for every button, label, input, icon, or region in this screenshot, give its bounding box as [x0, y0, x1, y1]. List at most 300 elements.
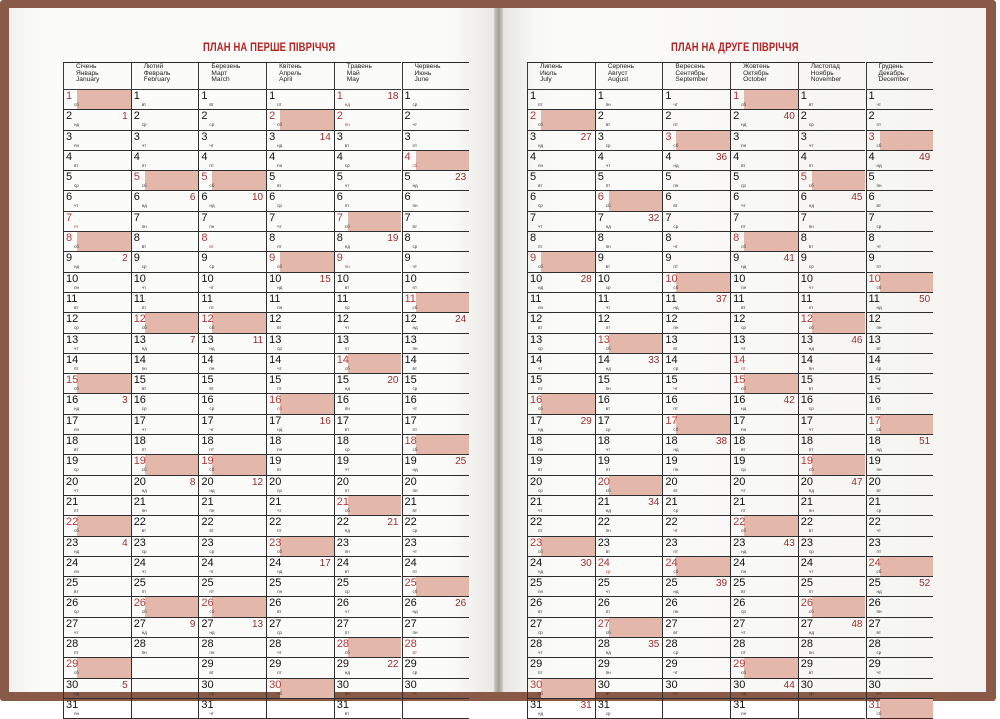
day-cell[interactable] — [402, 455, 470, 475]
day-cell[interactable] — [334, 232, 402, 252]
day-cell[interactable] — [662, 374, 730, 394]
day-cell[interactable] — [402, 537, 470, 557]
day-cell[interactable] — [266, 476, 334, 496]
day-cell[interactable] — [866, 699, 934, 719]
day-cell[interactable] — [266, 557, 334, 577]
day-cell[interactable] — [866, 212, 934, 232]
day-cell[interactable] — [527, 455, 595, 475]
day-cell[interactable] — [527, 537, 595, 557]
day-cell[interactable] — [63, 577, 131, 597]
day-cell[interactable] — [527, 618, 595, 638]
day-cell[interactable] — [662, 597, 730, 617]
day-cell[interactable] — [334, 394, 402, 414]
day-cell[interactable] — [198, 435, 266, 455]
day-cell[interactable] — [198, 577, 266, 597]
day-cell[interactable] — [198, 537, 266, 557]
day-cell[interactable] — [334, 476, 402, 496]
day-cell[interactable] — [595, 131, 663, 151]
day-cell[interactable] — [266, 191, 334, 211]
day-cell[interactable] — [595, 496, 663, 516]
day-cell[interactable] — [63, 638, 131, 658]
day-cell[interactable] — [866, 435, 934, 455]
day-cell[interactable] — [198, 252, 266, 272]
day-cell[interactable] — [131, 577, 199, 597]
day-cell[interactable] — [402, 334, 470, 354]
day-cell[interactable] — [798, 577, 866, 597]
day-cell[interactable] — [730, 679, 798, 699]
day-cell[interactable] — [730, 354, 798, 374]
day-cell[interactable] — [334, 455, 402, 475]
day-cell[interactable] — [266, 415, 334, 435]
day-cell[interactable] — [63, 597, 131, 617]
day-cell[interactable] — [266, 232, 334, 252]
day-cell[interactable] — [595, 313, 663, 333]
day-cell[interactable] — [131, 232, 199, 252]
day-cell[interactable] — [662, 151, 730, 171]
day-cell[interactable] — [595, 151, 663, 171]
day-cell[interactable] — [866, 679, 934, 699]
day-cell[interactable] — [595, 191, 663, 211]
day-cell[interactable] — [866, 232, 934, 252]
day-cell[interactable] — [131, 435, 199, 455]
day-cell[interactable] — [63, 334, 131, 354]
day-cell[interactable] — [63, 455, 131, 475]
day-cell[interactable] — [527, 354, 595, 374]
day-cell[interactable] — [798, 354, 866, 374]
day-cell[interactable] — [527, 334, 595, 354]
day-cell[interactable] — [198, 171, 266, 191]
day-cell[interactable] — [866, 354, 934, 374]
day-cell[interactable] — [866, 334, 934, 354]
day-cell[interactable] — [402, 516, 470, 536]
day-cell[interactable] — [63, 415, 131, 435]
day-cell[interactable] — [798, 212, 866, 232]
day-cell[interactable] — [527, 415, 595, 435]
day-cell[interactable] — [730, 212, 798, 232]
day-cell[interactable] — [334, 537, 402, 557]
day-cell[interactable] — [266, 679, 334, 699]
day-cell[interactable] — [402, 699, 470, 719]
day-cell[interactable] — [798, 131, 866, 151]
day-cell[interactable] — [131, 374, 199, 394]
day-cell[interactable] — [866, 455, 934, 475]
day-cell[interactable] — [402, 394, 470, 414]
day-cell[interactable] — [198, 191, 266, 211]
day-cell[interactable] — [527, 232, 595, 252]
day-cell[interactable] — [662, 334, 730, 354]
day-cell[interactable] — [730, 537, 798, 557]
day-cell[interactable] — [798, 374, 866, 394]
day-cell[interactable] — [527, 313, 595, 333]
day-cell[interactable] — [527, 597, 595, 617]
day-cell[interactable] — [198, 679, 266, 699]
day-cell[interactable] — [595, 415, 663, 435]
day-cell[interactable] — [595, 476, 663, 496]
day-cell[interactable] — [266, 313, 334, 333]
day-cell[interactable] — [334, 110, 402, 130]
day-cell[interactable] — [527, 435, 595, 455]
day-cell[interactable] — [266, 537, 334, 557]
day-cell[interactable] — [63, 699, 131, 719]
day-cell[interactable] — [63, 537, 131, 557]
day-cell[interactable] — [730, 455, 798, 475]
day-cell[interactable] — [334, 313, 402, 333]
day-cell[interactable] — [63, 110, 131, 130]
day-cell[interactable] — [527, 496, 595, 516]
day-cell[interactable] — [266, 212, 334, 232]
day-cell[interactable] — [730, 394, 798, 414]
day-cell[interactable] — [798, 415, 866, 435]
day-cell[interactable] — [131, 334, 199, 354]
day-cell[interactable] — [662, 293, 730, 313]
day-cell[interactable] — [131, 638, 199, 658]
day-cell[interactable] — [266, 699, 334, 719]
day-cell[interactable] — [334, 191, 402, 211]
day-cell[interactable] — [662, 658, 730, 678]
day-cell[interactable] — [730, 232, 798, 252]
day-cell[interactable] — [798, 191, 866, 211]
day-cell[interactable] — [595, 374, 663, 394]
day-cell[interactable] — [662, 679, 730, 699]
day-cell[interactable] — [527, 394, 595, 414]
day-cell[interactable] — [402, 638, 470, 658]
day-cell[interactable] — [595, 638, 663, 658]
day-cell[interactable] — [866, 618, 934, 638]
day-cell[interactable] — [527, 679, 595, 699]
day-cell[interactable] — [527, 110, 595, 130]
day-cell[interactable] — [527, 252, 595, 272]
day-cell[interactable] — [730, 110, 798, 130]
day-cell[interactable] — [662, 537, 730, 557]
day-cell[interactable] — [131, 191, 199, 211]
day-cell[interactable] — [266, 455, 334, 475]
day-cell[interactable] — [866, 110, 934, 130]
day-cell[interactable] — [402, 110, 470, 130]
day-cell[interactable] — [334, 516, 402, 536]
day-cell[interactable] — [334, 679, 402, 699]
day-cell[interactable] — [198, 131, 266, 151]
day-cell[interactable] — [198, 293, 266, 313]
day-cell[interactable] — [334, 557, 402, 577]
day-cell[interactable] — [266, 516, 334, 536]
day-cell[interactable] — [334, 658, 402, 678]
day-cell[interactable] — [595, 171, 663, 191]
day-cell[interactable] — [527, 516, 595, 536]
day-cell[interactable] — [266, 354, 334, 374]
day-cell[interactable] — [662, 577, 730, 597]
day-cell[interactable] — [266, 618, 334, 638]
day-cell[interactable] — [662, 232, 730, 252]
day-cell[interactable] — [334, 293, 402, 313]
day-cell[interactable] — [402, 273, 470, 293]
day-cell[interactable] — [595, 577, 663, 597]
day-cell[interactable] — [730, 557, 798, 577]
day-cell[interactable] — [595, 435, 663, 455]
day-cell[interactable] — [595, 557, 663, 577]
day-cell[interactable] — [63, 679, 131, 699]
day-cell[interactable] — [595, 252, 663, 272]
day-cell[interactable] — [595, 516, 663, 536]
day-cell[interactable] — [866, 171, 934, 191]
day-cell[interactable] — [334, 212, 402, 232]
day-cell[interactable] — [266, 151, 334, 171]
day-cell[interactable] — [334, 334, 402, 354]
day-cell[interactable] — [730, 313, 798, 333]
day-cell[interactable] — [131, 394, 199, 414]
day-cell[interactable] — [334, 618, 402, 638]
day-cell[interactable] — [131, 131, 199, 151]
day-cell[interactable] — [266, 394, 334, 414]
day-cell[interactable] — [730, 334, 798, 354]
day-cell[interactable] — [131, 171, 199, 191]
day-cell[interactable] — [334, 252, 402, 272]
day-cell[interactable] — [798, 90, 866, 110]
day-cell[interactable] — [131, 597, 199, 617]
day-cell[interactable] — [266, 131, 334, 151]
day-cell[interactable] — [198, 354, 266, 374]
day-cell[interactable] — [334, 151, 402, 171]
day-cell[interactable] — [595, 699, 663, 719]
day-cell[interactable] — [730, 131, 798, 151]
day-cell[interactable] — [866, 90, 934, 110]
day-cell[interactable] — [266, 435, 334, 455]
day-cell[interactable] — [131, 496, 199, 516]
day-cell[interactable] — [798, 252, 866, 272]
day-cell[interactable] — [662, 191, 730, 211]
day-cell[interactable] — [402, 131, 470, 151]
day-cell[interactable] — [798, 455, 866, 475]
day-cell[interactable] — [662, 435, 730, 455]
day-cell[interactable] — [662, 638, 730, 658]
day-cell[interactable] — [866, 557, 934, 577]
day-cell[interactable] — [334, 131, 402, 151]
day-cell[interactable] — [798, 496, 866, 516]
day-cell[interactable] — [866, 394, 934, 414]
day-cell[interactable] — [595, 110, 663, 130]
day-cell[interactable] — [63, 435, 131, 455]
day-cell[interactable] — [198, 110, 266, 130]
day-cell[interactable] — [730, 638, 798, 658]
day-cell[interactable] — [662, 212, 730, 232]
day-cell[interactable] — [527, 557, 595, 577]
day-cell[interactable] — [266, 638, 334, 658]
day-cell[interactable] — [662, 90, 730, 110]
day-cell[interactable] — [266, 334, 334, 354]
day-cell[interactable] — [266, 293, 334, 313]
day-cell[interactable] — [198, 699, 266, 719]
day-cell[interactable] — [334, 374, 402, 394]
day-cell[interactable] — [131, 618, 199, 638]
day-cell[interactable] — [798, 537, 866, 557]
day-cell[interactable] — [63, 394, 131, 414]
day-cell[interactable] — [266, 273, 334, 293]
day-cell[interactable] — [866, 273, 934, 293]
day-cell[interactable] — [402, 252, 470, 272]
day-cell[interactable] — [595, 537, 663, 557]
day-cell[interactable] — [198, 212, 266, 232]
day-cell[interactable] — [63, 252, 131, 272]
day-cell[interactable] — [63, 354, 131, 374]
day-cell[interactable] — [266, 374, 334, 394]
day-cell[interactable] — [595, 232, 663, 252]
day-cell[interactable] — [131, 415, 199, 435]
day-cell[interactable] — [798, 679, 866, 699]
day-cell[interactable] — [334, 597, 402, 617]
day-cell[interactable] — [63, 293, 131, 313]
day-cell[interactable] — [866, 638, 934, 658]
day-cell[interactable] — [266, 496, 334, 516]
day-cell[interactable] — [198, 151, 266, 171]
day-cell[interactable] — [730, 658, 798, 678]
day-cell[interactable] — [402, 577, 470, 597]
day-cell[interactable] — [131, 151, 199, 171]
day-cell[interactable] — [131, 476, 199, 496]
day-cell[interactable] — [866, 313, 934, 333]
day-cell[interactable] — [198, 638, 266, 658]
day-cell[interactable] — [730, 273, 798, 293]
day-cell[interactable] — [402, 658, 470, 678]
day-cell[interactable] — [595, 273, 663, 293]
day-cell[interactable] — [798, 557, 866, 577]
day-cell[interactable] — [662, 313, 730, 333]
day-cell[interactable] — [131, 212, 199, 232]
day-cell[interactable] — [63, 191, 131, 211]
day-cell[interactable] — [595, 658, 663, 678]
day-cell[interactable] — [798, 313, 866, 333]
day-cell[interactable] — [662, 496, 730, 516]
day-cell[interactable] — [334, 577, 402, 597]
day-cell[interactable] — [402, 496, 470, 516]
day-cell[interactable] — [402, 232, 470, 252]
day-cell[interactable] — [866, 476, 934, 496]
day-cell[interactable] — [595, 679, 663, 699]
day-cell[interactable] — [131, 273, 199, 293]
day-cell[interactable] — [798, 597, 866, 617]
day-cell[interactable] — [131, 313, 199, 333]
day-cell[interactable] — [63, 273, 131, 293]
day-cell[interactable] — [198, 557, 266, 577]
day-cell[interactable] — [198, 374, 266, 394]
day-cell[interactable] — [866, 577, 934, 597]
day-cell[interactable] — [527, 476, 595, 496]
day-cell[interactable] — [866, 191, 934, 211]
day-cell[interactable] — [798, 110, 866, 130]
day-cell[interactable] — [798, 658, 866, 678]
day-cell[interactable] — [730, 699, 798, 719]
day-cell[interactable] — [198, 658, 266, 678]
day-cell[interactable] — [662, 110, 730, 130]
day-cell[interactable] — [402, 212, 470, 232]
day-cell[interactable] — [198, 516, 266, 536]
day-cell[interactable] — [798, 273, 866, 293]
day-cell[interactable] — [402, 313, 470, 333]
day-cell[interactable] — [266, 110, 334, 130]
day-cell[interactable] — [334, 273, 402, 293]
day-cell[interactable] — [527, 638, 595, 658]
day-cell[interactable] — [334, 354, 402, 374]
day-cell[interactable] — [266, 577, 334, 597]
day-cell[interactable] — [866, 658, 934, 678]
day-cell[interactable] — [662, 354, 730, 374]
day-cell[interactable] — [866, 537, 934, 557]
day-cell[interactable] — [63, 476, 131, 496]
day-cell[interactable] — [402, 476, 470, 496]
day-cell[interactable] — [662, 618, 730, 638]
day-cell[interactable] — [131, 658, 199, 678]
day-cell[interactable] — [334, 90, 402, 110]
day-cell[interactable] — [63, 374, 131, 394]
day-cell[interactable] — [798, 638, 866, 658]
day-cell[interactable] — [198, 597, 266, 617]
day-cell[interactable] — [198, 455, 266, 475]
day-cell[interactable] — [198, 476, 266, 496]
day-cell[interactable] — [63, 496, 131, 516]
day-cell[interactable] — [402, 171, 470, 191]
day-cell[interactable] — [402, 597, 470, 617]
day-cell[interactable] — [798, 476, 866, 496]
day-cell[interactable] — [527, 151, 595, 171]
day-cell[interactable] — [730, 293, 798, 313]
day-cell[interactable] — [662, 131, 730, 151]
day-cell[interactable] — [730, 516, 798, 536]
day-cell[interactable] — [798, 618, 866, 638]
day-cell[interactable] — [730, 191, 798, 211]
day-cell[interactable] — [866, 131, 934, 151]
day-cell[interactable] — [131, 679, 199, 699]
day-cell[interactable] — [63, 313, 131, 333]
day-cell[interactable] — [527, 699, 595, 719]
day-cell[interactable] — [131, 455, 199, 475]
day-cell[interactable] — [131, 699, 199, 719]
day-cell[interactable] — [527, 293, 595, 313]
day-cell[interactable] — [334, 435, 402, 455]
day-cell[interactable] — [730, 618, 798, 638]
day-cell[interactable] — [527, 171, 595, 191]
day-cell[interactable] — [334, 415, 402, 435]
day-cell[interactable] — [527, 191, 595, 211]
day-cell[interactable] — [402, 679, 470, 699]
day-cell[interactable] — [63, 212, 131, 232]
day-cell[interactable] — [798, 394, 866, 414]
day-cell[interactable] — [198, 232, 266, 252]
day-cell[interactable] — [131, 110, 199, 130]
day-cell[interactable] — [402, 415, 470, 435]
day-cell[interactable] — [527, 658, 595, 678]
day-cell[interactable] — [798, 516, 866, 536]
day-cell[interactable] — [131, 354, 199, 374]
day-cell[interactable] — [334, 171, 402, 191]
day-cell[interactable] — [866, 252, 934, 272]
day-cell[interactable] — [730, 374, 798, 394]
day-cell[interactable] — [866, 516, 934, 536]
day-cell[interactable] — [266, 252, 334, 272]
day-cell[interactable] — [595, 354, 663, 374]
day-cell[interactable] — [527, 90, 595, 110]
day-cell[interactable] — [595, 597, 663, 617]
day-cell[interactable] — [131, 293, 199, 313]
day-cell[interactable] — [198, 415, 266, 435]
day-cell[interactable] — [730, 577, 798, 597]
day-cell[interactable] — [198, 334, 266, 354]
day-cell[interactable] — [866, 151, 934, 171]
day-cell[interactable] — [866, 374, 934, 394]
day-cell[interactable] — [662, 516, 730, 536]
day-cell[interactable] — [595, 618, 663, 638]
day-cell[interactable] — [198, 273, 266, 293]
day-cell[interactable] — [595, 212, 663, 232]
day-cell[interactable] — [662, 171, 730, 191]
day-cell[interactable] — [131, 537, 199, 557]
